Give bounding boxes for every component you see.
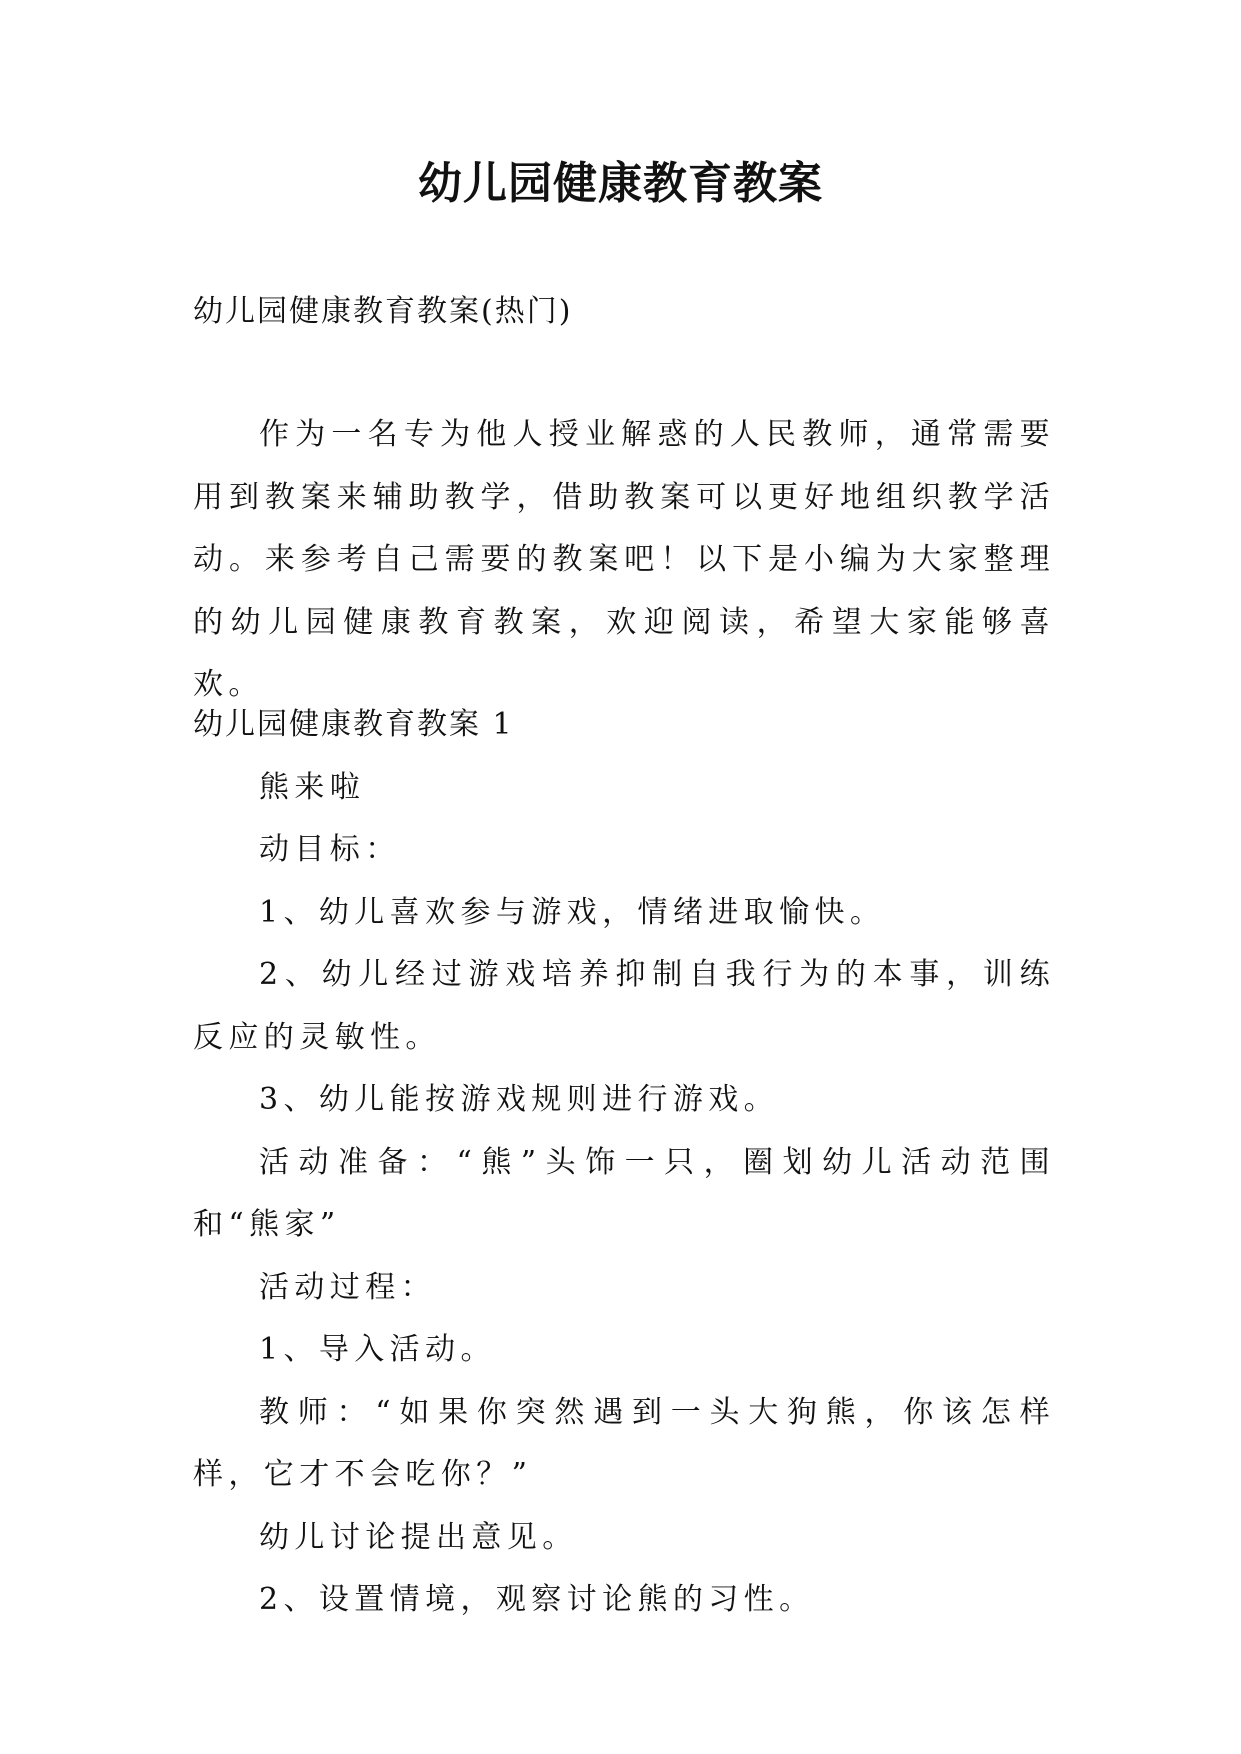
paragraph: 3、幼儿能按游戏规则进行游戏。 (259, 1082, 780, 1117)
document-subtitle: 幼儿园健康教育教案(热门) (193, 294, 573, 329)
section-heading: 幼儿园健康教育教案 1 (193, 707, 514, 742)
paragraph: 2、设置情境，观察讨论熊的习性。 (259, 1582, 815, 1617)
intro-block (193, 404, 1055, 717)
paragraph: 1、幼儿喜欢参与游戏，情绪进取愉快。 (259, 894, 886, 930)
paragraph: 2、幼儿经过游戏培养抑制自我行为的本事，训练反应的灵敏性。 (193, 957, 1055, 1055)
paragraph: 动目标： (259, 832, 401, 867)
paragraph: 活动准备：“熊”头饰一只，圈划幼儿活动范围和“熊家” (193, 1144, 1055, 1242)
paragraph: 教师：“如果你突然遇到一头大狗熊，你该怎样样，它才不会吃你？” (193, 1394, 1055, 1492)
paragraph: 幼儿讨论提出意见。 (259, 1519, 578, 1555)
paragraph: 熊来啦 (259, 769, 366, 805)
lesson-body (193, 694, 1055, 1632)
paragraph: 1、导入活动。 (259, 1332, 496, 1367)
intro-paragraph: 作为一名专为他人授业解惑的人民教师，通常需要用到教案来辅助教学，借助教案可以更好地组织教学活动。来参考自己需要的教案吧！以下是小编为大家整理的幼儿园健康教育教案，欢迎阅读，希望大家能够喜欢。 (193, 417, 1055, 702)
document-title: 幼儿园健康教育教案 (418, 158, 823, 209)
paragraph: 活动过程： (259, 1269, 436, 1305)
